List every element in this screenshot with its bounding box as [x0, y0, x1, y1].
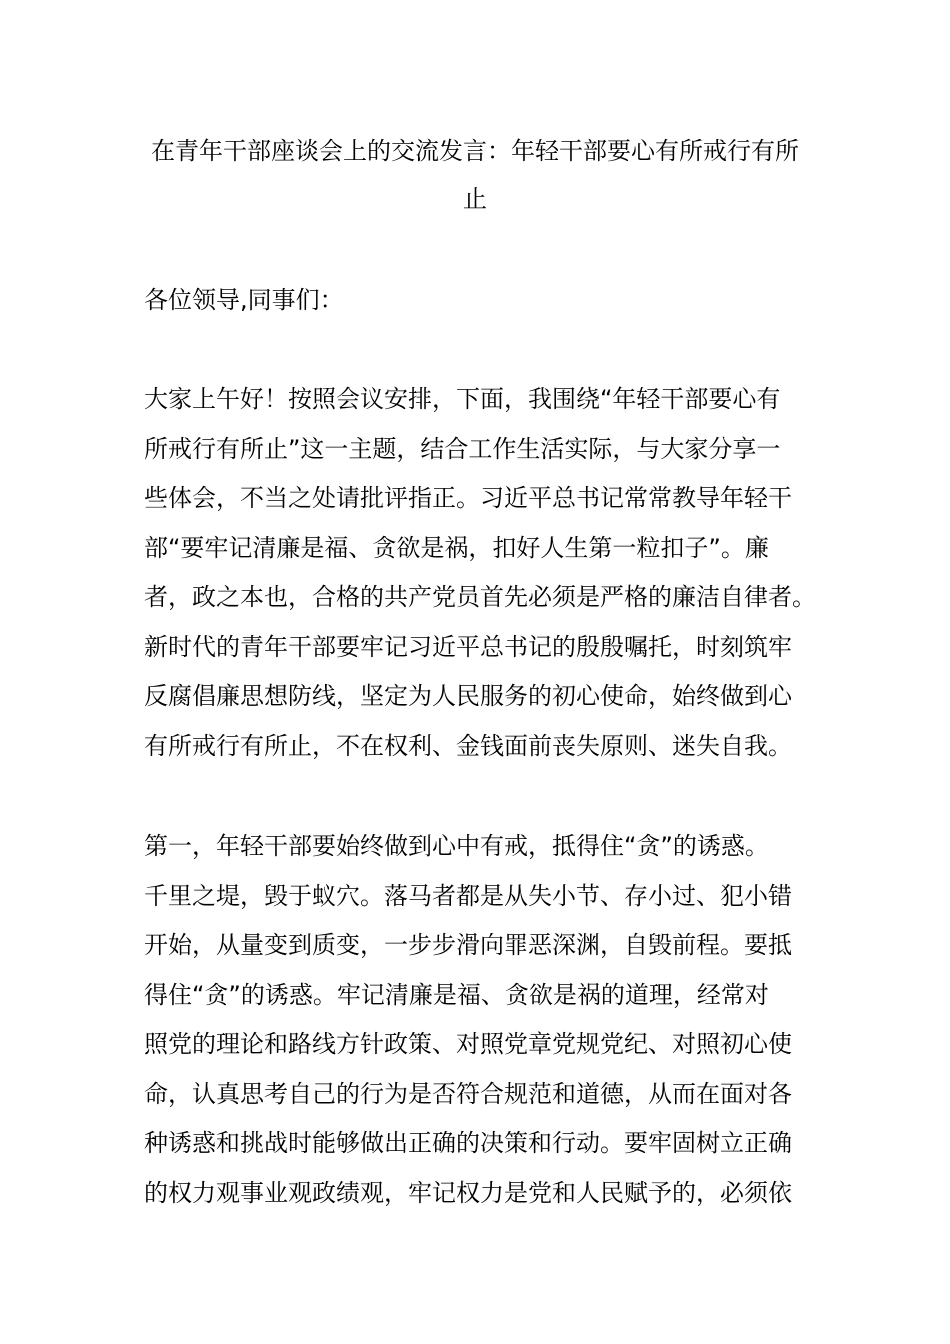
text-line: 种诱惑和挑战时能够做出正确的决策和行动。要牢固树立正确	[144, 1129, 792, 1157]
text-line: 者，政之本也，合格的共产党员首先必须是严格的廉洁自律者。	[144, 583, 816, 611]
text-line: 得住“贪”的诱惑。牢记清廉是福、贪欲是祸的道理，经常对	[144, 980, 769, 1009]
salutation-text: 各位领导,同事们：	[144, 286, 344, 314]
text-line: 有所戒行有所止，不在权利、金钱面前丧失原则、迷失自我。	[144, 731, 792, 760]
text-line: 照党的理论和路线方针政策、对照党章党规党纪、对照初心使	[144, 1030, 792, 1058]
title-line: 在青年干部座谈会上的交流发言：年轻干部要心有所戒行有所	[151, 137, 799, 165]
text-line: 所戒行有所止”这一主题，结合工作生活实际，与大家分享一	[144, 434, 781, 463]
paragraph-first-point	[144, 822, 824, 1218]
text-line: 第一，年轻干部要始终做到心中有戒，抵得住“贪”的诱惑。	[144, 832, 769, 860]
paragraph-intro	[144, 375, 824, 771]
text-line: 的权力观事业观政绩观，牢记权力是党和人民赋予的，必须依	[144, 1178, 792, 1207]
document-title	[140, 127, 810, 223]
text-line: 大家上午好！按照会议安排，下面，我围绕“年轻干部要心有	[144, 385, 781, 413]
text-line: 新时代的青年干部要牢记习近平总书记的殷殷嘱托，时刻筑牢	[144, 632, 792, 661]
salutation	[144, 276, 824, 326]
text-line: 些体会，不当之处请批评指正。习近平总书记常常教导年轻干	[144, 484, 792, 512]
text-line: 部“要牢记清廉是福、贪欲是祸，扣好人生第一粒扣子”。廉	[144, 533, 769, 562]
text-line: 开始，从量变到质变，一步步滑向罪恶深渊，自毁前程。要抵	[144, 931, 792, 959]
text-line: 千里之堤，毁于蚁穴。落马者都是从失小节、存小过、犯小错	[144, 881, 792, 910]
title-line: 止	[463, 185, 487, 213]
text-line: 命，认真思考自己的行为是否符合规范和道德，从而在面对各	[144, 1079, 792, 1108]
text-line: 反腐倡廉思想防线，坚定为人民服务的初心使命，始终做到心	[144, 682, 792, 710]
